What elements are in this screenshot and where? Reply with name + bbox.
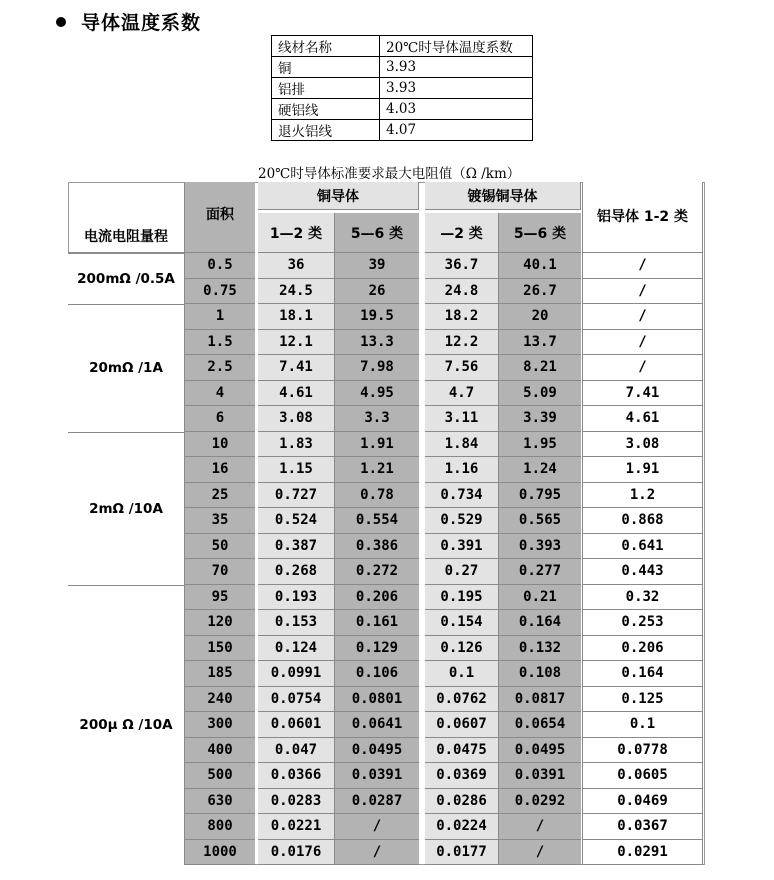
- area-value: 10: [185, 432, 255, 458]
- copper-class-1-2-header: 1—2 类: [258, 213, 335, 253]
- tinned-5-6-value: 0.0817: [499, 687, 581, 713]
- coef-header-cell: 线材名称: [272, 36, 380, 57]
- aluminum-value: 7.41: [582, 381, 703, 407]
- area-column-header: 面积: [185, 182, 255, 253]
- area-value: 0.75: [185, 279, 255, 305]
- tinned-2-value: 7.56: [425, 355, 499, 381]
- copper-5-6-value: 4.95: [335, 381, 419, 407]
- tinned-5-6-value: 20: [499, 304, 581, 330]
- copper-1-2-value: 3.08: [258, 406, 335, 432]
- material-name: 硬铝线: [272, 99, 380, 120]
- area-value: 1.5: [185, 330, 255, 356]
- heading-text: 导体温度系数: [81, 12, 202, 34]
- tinned-2-value: 12.2: [425, 330, 499, 356]
- coefficient-value: 4.03: [380, 99, 533, 120]
- copper-5-6-value: 0.386: [335, 534, 419, 560]
- aluminum-value: 0.0778: [582, 738, 703, 764]
- copper-1-2-value: 0.047: [258, 738, 335, 764]
- copper-5-6-value: /: [335, 840, 419, 866]
- copper-1-2-value: 7.41: [258, 355, 335, 381]
- tinned-5-6-value: 0.565: [499, 508, 581, 534]
- copper-1-2-value: 0.0754: [258, 687, 335, 713]
- tinned-2-value: 0.0762: [425, 687, 499, 713]
- coef-row: [272, 99, 533, 120]
- area-value: 240: [185, 687, 255, 713]
- copper-5-6-value: 19.5: [335, 304, 419, 330]
- tinned-5-6-value: /: [499, 840, 581, 866]
- tinned-5-6-value: 0.21: [499, 585, 581, 611]
- area-value: 2.5: [185, 355, 255, 381]
- copper-5-6-value: 1.91: [335, 432, 419, 458]
- tinned-2-value: 18.2: [425, 304, 499, 330]
- area-value: 500: [185, 763, 255, 789]
- area-value: 95: [185, 585, 255, 611]
- copper-1-2-value: 36: [258, 253, 335, 279]
- copper-5-6-value: 0.0287: [335, 789, 419, 815]
- range-label: 200μ Ω /10A: [68, 585, 185, 866]
- tinned-2-value: 0.391: [425, 534, 499, 560]
- coef-header-cell: 20℃时导体温度系数: [380, 36, 533, 57]
- aluminum-value: 1.2: [582, 483, 703, 509]
- tinned-5-6-value: 0.132: [499, 636, 581, 662]
- aluminum-value: 0.641: [582, 534, 703, 560]
- copper-1-2-value: 24.5: [258, 279, 335, 305]
- area-value: 35: [185, 508, 255, 534]
- copper-1-2-value: 0.387: [258, 534, 335, 560]
- tinned-2-value: 0.529: [425, 508, 499, 534]
- tinned-5-6-value: 0.108: [499, 661, 581, 687]
- copper-1-2-value: 0.0366: [258, 763, 335, 789]
- area-value: 6: [185, 406, 255, 432]
- copper-1-2-value: 0.524: [258, 508, 335, 534]
- area-value: 185: [185, 661, 255, 687]
- aluminum-value: 0.868: [582, 508, 703, 534]
- area-value: 70: [185, 559, 255, 585]
- aluminum-value: /: [582, 304, 703, 330]
- tinned-5-6-value: 0.795: [499, 483, 581, 509]
- coefficient-value: 3.93: [380, 57, 533, 78]
- range-label: 200mΩ /0.5A: [68, 253, 185, 304]
- tinned-class-5-6-header: 5—6 类: [499, 213, 581, 253]
- material-name: 铜: [272, 57, 380, 78]
- range-label: 2mΩ /10A: [68, 432, 185, 585]
- tinned-2-value: 0.154: [425, 610, 499, 636]
- tinned-2-value: 24.8: [425, 279, 499, 305]
- copper-class-5-6-header: 5—6 类: [335, 213, 419, 253]
- aluminum-value: 0.0469: [582, 789, 703, 815]
- aluminum-value: 0.206: [582, 636, 703, 662]
- tinned-5-6-value: 1.24: [499, 457, 581, 483]
- aluminum-column-header: 铝导体 1-2 类: [582, 182, 703, 253]
- tinned-5-6-value: 40.1: [499, 253, 581, 279]
- area-value: 50: [185, 534, 255, 560]
- material-name: 退火铝线: [272, 120, 380, 141]
- copper-1-2-value: 1.15: [258, 457, 335, 483]
- copper-5-6-value: 0.0801: [335, 687, 419, 713]
- copper-1-2-value: 0.0221: [258, 814, 335, 840]
- tinned-2-value: 0.0224: [425, 814, 499, 840]
- coef-header-row: [272, 36, 533, 57]
- aluminum-value: /: [582, 253, 703, 279]
- aluminum-value: 0.0605: [582, 763, 703, 789]
- area-value: 16: [185, 457, 255, 483]
- tinned-5-6-value: 0.0391: [499, 763, 581, 789]
- copper-5-6-value: 26: [335, 279, 419, 305]
- copper-1-2-value: 0.124: [258, 636, 335, 662]
- temperature-coefficient-table: [271, 35, 533, 141]
- copper-5-6-value: /: [335, 814, 419, 840]
- coef-row: [272, 57, 533, 78]
- copper-5-6-value: 0.0495: [335, 738, 419, 764]
- copper-1-2-value: 4.61: [258, 381, 335, 407]
- area-value: 300: [185, 712, 255, 738]
- coefficient-value: 4.07: [380, 120, 533, 141]
- copper-5-6-value: 7.98: [335, 355, 419, 381]
- area-value: 400: [185, 738, 255, 764]
- area-value: 4: [185, 381, 255, 407]
- tinned-2-value: 0.734: [425, 483, 499, 509]
- bullet-icon: [56, 17, 66, 27]
- area-value: 0.5: [185, 253, 255, 279]
- tinned-2-value: 0.27: [425, 559, 499, 585]
- tinned-2-value: 0.0286: [425, 789, 499, 815]
- tinned-5-6-value: 0.0495: [499, 738, 581, 764]
- aluminum-value: 0.164: [582, 661, 703, 687]
- coef-row: [272, 120, 533, 141]
- aluminum-value: 0.443: [582, 559, 703, 585]
- area-value: 25: [185, 483, 255, 509]
- tinned-2-value: 0.126: [425, 636, 499, 662]
- area-value: 630: [185, 789, 255, 815]
- area-value: 150: [185, 636, 255, 662]
- aluminum-value: 0.253: [582, 610, 703, 636]
- copper-5-6-value: 0.161: [335, 610, 419, 636]
- aluminum-value: 4.61: [582, 406, 703, 432]
- range-column-header: 电流电阻量程: [68, 182, 185, 253]
- tinned-class-2-header: —2 类: [425, 213, 499, 253]
- copper-1-2-value: 0.0991: [258, 661, 335, 687]
- tinned-5-6-value: 0.0654: [499, 712, 581, 738]
- tinned-5-6-value: 5.09: [499, 381, 581, 407]
- tinned-2-value: 3.11: [425, 406, 499, 432]
- copper-5-6-value: 0.0641: [335, 712, 419, 738]
- tinned-2-value: 0.195: [425, 585, 499, 611]
- aluminum-value: 0.125: [582, 687, 703, 713]
- area-value: 120: [185, 610, 255, 636]
- copper-1-2-value: 0.727: [258, 483, 335, 509]
- section-heading: [56, 8, 201, 35]
- tinned-2-value: 36.7: [425, 253, 499, 279]
- copper-5-6-value: 0.554: [335, 508, 419, 534]
- copper-1-2-value: 0.193: [258, 585, 335, 611]
- tinned-2-value: 0.0607: [425, 712, 499, 738]
- copper-1-2-value: 0.268: [258, 559, 335, 585]
- aluminum-value: 0.1: [582, 712, 703, 738]
- tinned-5-6-value: 3.39: [499, 406, 581, 432]
- copper-1-2-value: 1.83: [258, 432, 335, 458]
- tinned-2-value: 1.16: [425, 457, 499, 483]
- table-caption: 20℃时导体标准要求最大电阻值（Ω /km）: [258, 166, 521, 182]
- tinned-5-6-value: 0.164: [499, 610, 581, 636]
- aluminum-value: 1.91: [582, 457, 703, 483]
- tinned-5-6-value: 13.7: [499, 330, 581, 356]
- coef-row: [272, 78, 533, 99]
- copper-5-6-value: 0.0391: [335, 763, 419, 789]
- tinned-2-value: 0.0177: [425, 840, 499, 866]
- material-name: 铝排: [272, 78, 380, 99]
- aluminum-value: 0.0291: [582, 840, 703, 866]
- tinned-copper-group-header: 镀锡铜导体: [425, 182, 581, 210]
- copper-5-6-value: 3.3: [335, 406, 419, 432]
- tinned-2-value: 0.0369: [425, 763, 499, 789]
- tinned-5-6-value: 0.393: [499, 534, 581, 560]
- copper-5-6-value: 0.129: [335, 636, 419, 662]
- copper-5-6-value: 0.272: [335, 559, 419, 585]
- copper-5-6-value: 1.21: [335, 457, 419, 483]
- tinned-2-value: 0.1: [425, 661, 499, 687]
- copper-5-6-value: 39: [335, 253, 419, 279]
- copper-1-2-value: 0.0176: [258, 840, 335, 866]
- aluminum-value: /: [582, 330, 703, 356]
- tinned-5-6-value: 26.7: [499, 279, 581, 305]
- copper-5-6-value: 0.106: [335, 661, 419, 687]
- aluminum-value: 0.32: [582, 585, 703, 611]
- copper-1-2-value: 0.153: [258, 610, 335, 636]
- copper-5-6-value: 0.78: [335, 483, 419, 509]
- tinned-5-6-value: 1.95: [499, 432, 581, 458]
- area-value: 800: [185, 814, 255, 840]
- tinned-5-6-value: 0.277: [499, 559, 581, 585]
- tinned-2-value: 0.0475: [425, 738, 499, 764]
- range-label: 20mΩ /1A: [68, 304, 185, 432]
- area-value: 1: [185, 304, 255, 330]
- tinned-5-6-value: 0.0292: [499, 789, 581, 815]
- coefficient-value: 3.93: [380, 78, 533, 99]
- resistance-table: [68, 182, 705, 865]
- copper-1-2-value: 12.1: [258, 330, 335, 356]
- copper-1-2-value: 18.1: [258, 304, 335, 330]
- tinned-5-6-value: /: [499, 814, 581, 840]
- tinned-2-value: 1.84: [425, 432, 499, 458]
- copper-group-header: 铜导体: [258, 182, 419, 210]
- copper-5-6-value: 13.3: [335, 330, 419, 356]
- copper-5-6-value: 0.206: [335, 585, 419, 611]
- copper-1-2-value: 0.0283: [258, 789, 335, 815]
- aluminum-value: /: [582, 279, 703, 305]
- copper-1-2-value: 0.0601: [258, 712, 335, 738]
- area-value: 1000: [185, 840, 255, 866]
- aluminum-value: 3.08: [582, 432, 703, 458]
- tinned-2-value: 4.7: [425, 381, 499, 407]
- aluminum-value: 0.0367: [582, 814, 703, 840]
- aluminum-value: /: [582, 355, 703, 381]
- tinned-5-6-value: 8.21: [499, 355, 581, 381]
